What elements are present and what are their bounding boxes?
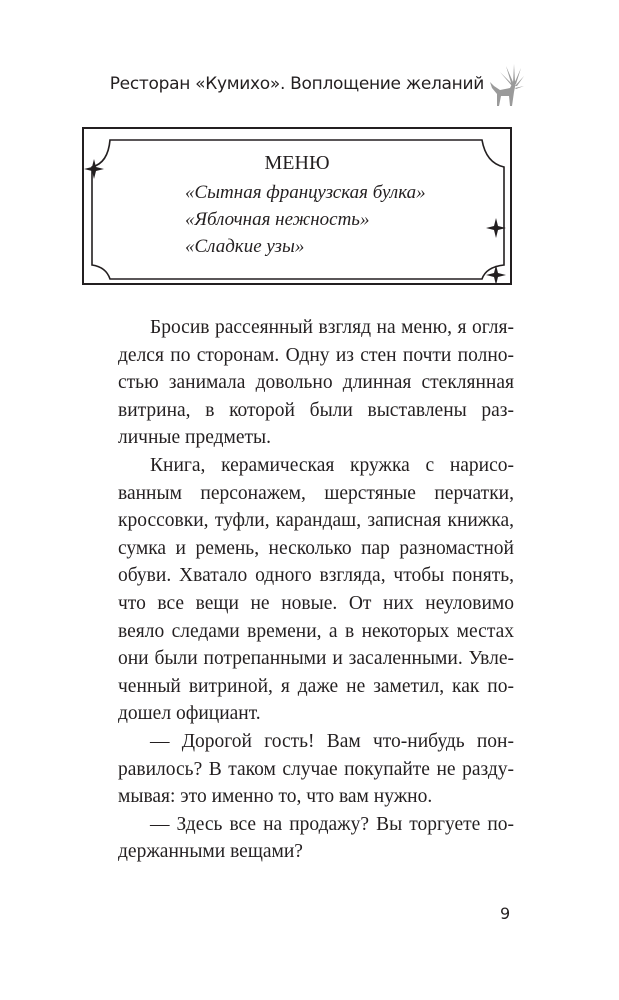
text-line: — Дорогой гость! Вам что-нибудь пон- [150, 730, 514, 752]
paragraph [118, 811, 514, 866]
text-line: веяло следами времени, а в некоторых местах [118, 620, 514, 642]
paragraph [118, 314, 514, 452]
text-line: сумка и ремень, несколько пар разномастной [118, 537, 514, 559]
text-line: стью занимала довольно длинная стеклянная [118, 372, 514, 394]
text-line: личные предметы. [118, 427, 272, 449]
text-line: ванным персонажем, шерстяные перчатки, [118, 482, 514, 504]
body-text [118, 314, 514, 866]
text-line: равилось? В таком случае покупайте не разду- [118, 758, 514, 780]
text-line: Книга, керамическая кружка с нарисо- [150, 454, 514, 476]
nine-tailed-fox-icon [486, 62, 524, 108]
menu-item: «Яблочная нежность» [185, 209, 370, 230]
menu-item: «Сытная французская булка» [185, 182, 426, 203]
menu-box [82, 127, 512, 285]
text-line: — Здесь все на продажу? Вы торгуете по- [150, 813, 514, 835]
text-line: дошел официант. [118, 703, 261, 725]
paragraph [118, 452, 514, 728]
running-title: Ресторан «Кумихо». Воплощение желаний [109, 74, 484, 94]
text-line: обуви. Хватало одного взгляда, чтобы понять, [118, 565, 514, 587]
page-number: 9 [500, 904, 511, 923]
menu-item: «Сладкие узы» [185, 236, 305, 257]
sparkle-icon [486, 218, 506, 238]
text-line: держанными вещами? [118, 841, 303, 863]
text-line: кроссовки, туфли, карандаш, записная книжка, [118, 510, 514, 532]
text-line: что все вещи не новые. От них неуловимо [118, 592, 514, 614]
menu-title: МЕНЮ [264, 152, 330, 174]
text-line: ченный витриной, я даже не заметил, как по- [118, 675, 514, 697]
sparkle-icon [486, 265, 506, 283]
paragraph [118, 728, 514, 811]
text-line: делся по сторонам. Одну из стен почти полно- [118, 344, 514, 366]
text-line: Бросив рассеянный взгляд на меню, я огля- [150, 317, 514, 338]
text-line: они были потрепанными и засаленными. Увле- [118, 648, 514, 670]
text-line: витрина, в которой были выставлены раз- [118, 399, 514, 421]
text-line: мывая: это именно то, что вам нужно. [118, 786, 433, 808]
